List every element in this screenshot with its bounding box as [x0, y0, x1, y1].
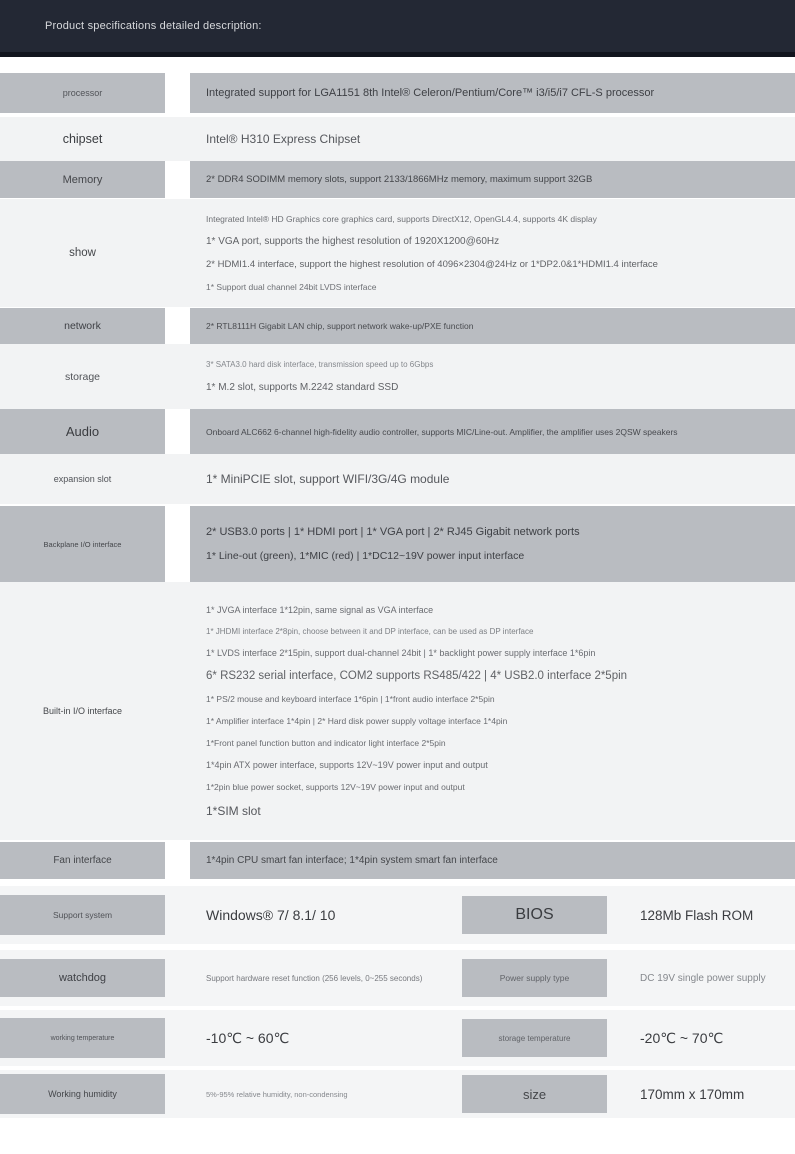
row-label: processor	[0, 73, 165, 113]
row-label: working temperature	[0, 1018, 165, 1058]
spec-line: 1* JVGA interface 1*12pin, same signal as VGA interface	[206, 604, 434, 615]
spec-line: 1*Front panel function button and indicator light interface 2*5pin	[206, 737, 446, 748]
row-value: Support hardware reset function (256 levels, 0~255 seconds)	[206, 973, 423, 983]
row-label: storage	[64, 370, 101, 383]
spec-line: 1* Line-out (green), 1*MIC (red) | 1*DC12~19V power input interface	[206, 550, 525, 562]
page-title: Product specifications detailed description:	[45, 20, 262, 32]
row-content	[190, 344, 795, 409]
spec-line: 1* M.2 slot, supports M.2242 standard SSD	[206, 382, 399, 393]
spec-row-working-temperature	[0, 1010, 795, 1066]
spec-line: 1* MiniPCIE slot, support WIFI/3G/4G module	[206, 472, 450, 486]
spec-row-processor	[0, 73, 795, 113]
row-value: -10℃ ~ 60℃	[206, 1029, 290, 1046]
spec-line: 1*SIM slot	[206, 803, 261, 818]
spec-line: 1* Support dual channel 24bit LVDS interface	[206, 282, 377, 292]
row-value-2: DC 19V single power supply	[640, 972, 766, 984]
spec-line: 1* LVDS interface 2*15pin, support dual-channel 24bit | 1* backlight power supply interface 1*6pin	[206, 647, 596, 658]
row-label: expansion slot	[53, 474, 112, 484]
spec-line: 1*2pin blue power socket, supports 12V~19V power input and output	[206, 781, 465, 792]
row-content	[190, 73, 795, 113]
row-label: show	[69, 247, 96, 259]
spec-row-chipset	[0, 117, 795, 161]
row-label: Memory	[0, 161, 165, 198]
spec-line: 3* SATA3.0 hard disk interface, transmission speed up to 6Gbps	[206, 360, 434, 369]
spec-row-watchdog	[0, 950, 795, 1006]
row-content	[190, 199, 795, 307]
row-label-2: size	[462, 1075, 607, 1113]
spec-line: Integrated Intel® HD Graphics core graphics card, supports DirectX12, OpenGL4.4, supports 4K display	[206, 214, 597, 224]
row-label: Support system	[0, 895, 165, 935]
spec-row-backplane-io	[0, 506, 795, 582]
row-content	[190, 582, 795, 840]
row-label-2: BIOS	[462, 896, 607, 934]
row-value-2: -20℃ ~ 70℃	[640, 1029, 724, 1046]
row-label-2: storage temperature	[462, 1019, 607, 1057]
row-value: 5%-95% relative humidity, non-condensing	[206, 1089, 348, 1099]
spec-line: 1*4pin ATX power interface, supports 12V~19V power input and output	[206, 759, 488, 770]
row-content	[190, 842, 795, 879]
spec-row-fan	[0, 842, 795, 879]
spec-line: 2* HDMI1.4 interface, support the highest resolution of 4096×2304@24Hz or 1*DP2.0&1*HDMI1.4 interface	[206, 259, 658, 270]
spec-line: 2* DDR4 SODIMM memory slots, support 2133/1866MHz memory, maximum support 32GB	[206, 174, 593, 185]
spec-line: 1* PS/2 mouse and keyboard interface 1*6pin | 1*front audio interface 2*5pin	[206, 693, 495, 704]
spec-row-working-humidity	[0, 1070, 795, 1118]
spec-line: 1*4pin CPU smart fan interface; 1*4pin system smart fan interface	[206, 855, 498, 866]
spec-row-support-system	[0, 886, 795, 944]
spec-row-builtin-io	[0, 582, 795, 840]
spec-line: 1* JHDMI interface 2*8pin, choose between it and DP interface, can be used as DP interface	[206, 626, 534, 636]
row-content	[190, 409, 795, 454]
row-content	[190, 117, 795, 161]
spec-line: 1* VGA port, supports the highest resolution of 1920X1200@60Hz	[206, 236, 500, 247]
row-label: watchdog	[0, 959, 165, 997]
row-content	[190, 454, 795, 504]
spec-row-network	[0, 308, 795, 344]
row-label: network	[0, 308, 165, 344]
spec-table	[0, 73, 795, 1118]
row-label: Backplane I/O interface	[0, 506, 165, 582]
page-header	[0, 0, 795, 57]
spec-row-storage	[0, 344, 795, 409]
spec-line: Integrated support for LGA1151 8th Intel® Celeron/Pentium/Core™ i3/i5/i7 CFL-S processor	[206, 87, 655, 99]
spec-line: 2* USB3.0 ports | 1* HDMI port | 1* VGA port | 2* RJ45 Gigabit network ports	[206, 526, 580, 538]
spec-row-audio	[0, 409, 795, 454]
row-label: Built-in I/O interface	[42, 706, 123, 716]
spec-line: 6* RS232 serial interface, COM2 supports RS485/422 | 4* USB2.0 interface 2*5pin	[206, 669, 628, 682]
row-content	[190, 506, 795, 582]
spec-row-expansion-slot	[0, 454, 795, 504]
row-value-2: 170mm x 170mm	[640, 1086, 745, 1102]
row-content	[190, 308, 795, 344]
row-content	[190, 161, 795, 198]
spec-line: 1* Amplifier interface 1*4pin | 2* Hard disk power supply voltage interface 1*4pin	[206, 715, 508, 726]
row-label: Working humidity	[0, 1074, 165, 1114]
spec-row-memory	[0, 161, 795, 198]
row-value: Windows® 7/ 8.1/ 10	[206, 907, 336, 923]
row-label: Audio	[0, 409, 165, 454]
spec-line: Onboard ALC662 6-channel high-fidelity audio controller, supports MIC/Line-out. Amplifier, the amplifier uses 2QSW speakers	[206, 426, 678, 437]
spec-line: 2* RTL8111H Gigabit LAN chip, support network wake-up/PXE function	[206, 321, 474, 331]
spec-line: Intel® H310 Express Chipset	[206, 132, 361, 146]
row-label-2: Power supply type	[462, 959, 607, 997]
row-label: chipset	[62, 132, 103, 146]
row-label: Fan interface	[0, 842, 165, 879]
row-value-2: 128Mb Flash ROM	[640, 907, 754, 923]
spec-row-show	[0, 199, 795, 307]
